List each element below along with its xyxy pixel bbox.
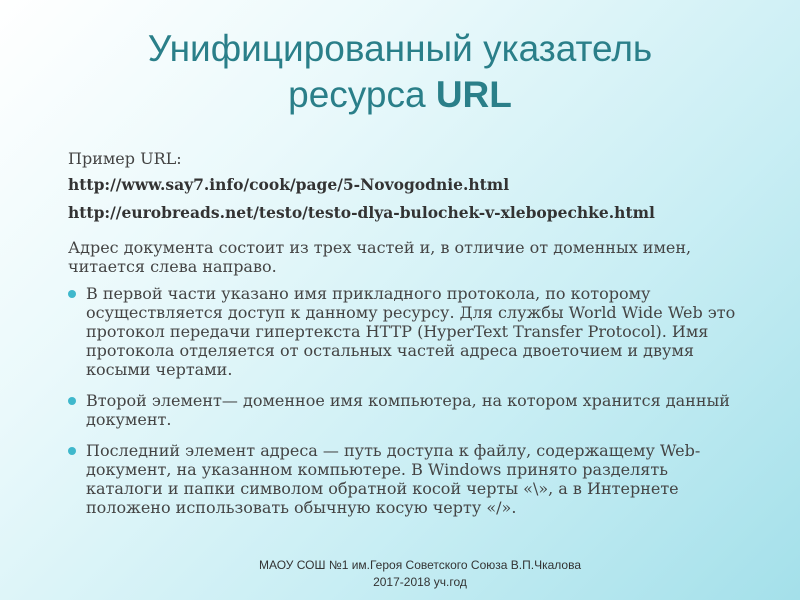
bullet-dot-icon (68, 290, 76, 298)
example-url-1: http://www.say7.info/cook/page/5-Novogodnie.html (68, 175, 510, 194)
slide-footer (220, 557, 620, 591)
title-line-1: Унифицированный указатель (147, 28, 653, 69)
bullet-item-path (68, 441, 748, 517)
bullet-dot-icon (68, 397, 76, 405)
title-line-2 (60, 72, 740, 118)
bullet-item-protocol (68, 284, 748, 379)
intro-paragraph: Адрес документа состоит из трех частей и, в отличие от доменных имен, читается слева направо. (68, 238, 692, 276)
bullet-text: В первой части указано имя прикладного протокола, по которому осуществляется доступ к данному ресурсу. Для службы World Wide Web это протокол передачи гипертекста HTTP (HyperText Transfer Protocol). Имя протокола отделяется от остальных частей адреса двоеточием и двумя косыми чертами. (86, 284, 736, 379)
title-url-word: URL (435, 74, 512, 115)
example-label: Пример URL: (68, 149, 182, 168)
footer-year: 2017-2018 уч.год (373, 575, 467, 589)
bullet-text: Последний элемент адреса — путь доступа к файлу, содержащему Web-документ, на указанном компьютере. В Windows принято разделять каталоги и папки символом обратной косой черты «\», а в Интернете положено использовать обычную косую черту «/». (86, 441, 701, 517)
slide-content (68, 148, 748, 529)
footer-school: МАОУ СОШ №1 им.Героя Советского Союза В.П.Чкалова (258, 558, 581, 572)
slide-title (60, 26, 740, 118)
example-url-2: http://eurobreads.net/testo/testo-dlya-bulochek-v-xlebopechke.html (68, 203, 655, 222)
bullet-text: Второй элемент— доменное имя компьютера, на котором хранится данный документ. (86, 391, 730, 429)
bullet-list (68, 284, 748, 517)
bullet-dot-icon (68, 447, 76, 455)
title-line-2-prefix: ресурса (288, 74, 436, 115)
bullet-item-domain (68, 391, 748, 429)
